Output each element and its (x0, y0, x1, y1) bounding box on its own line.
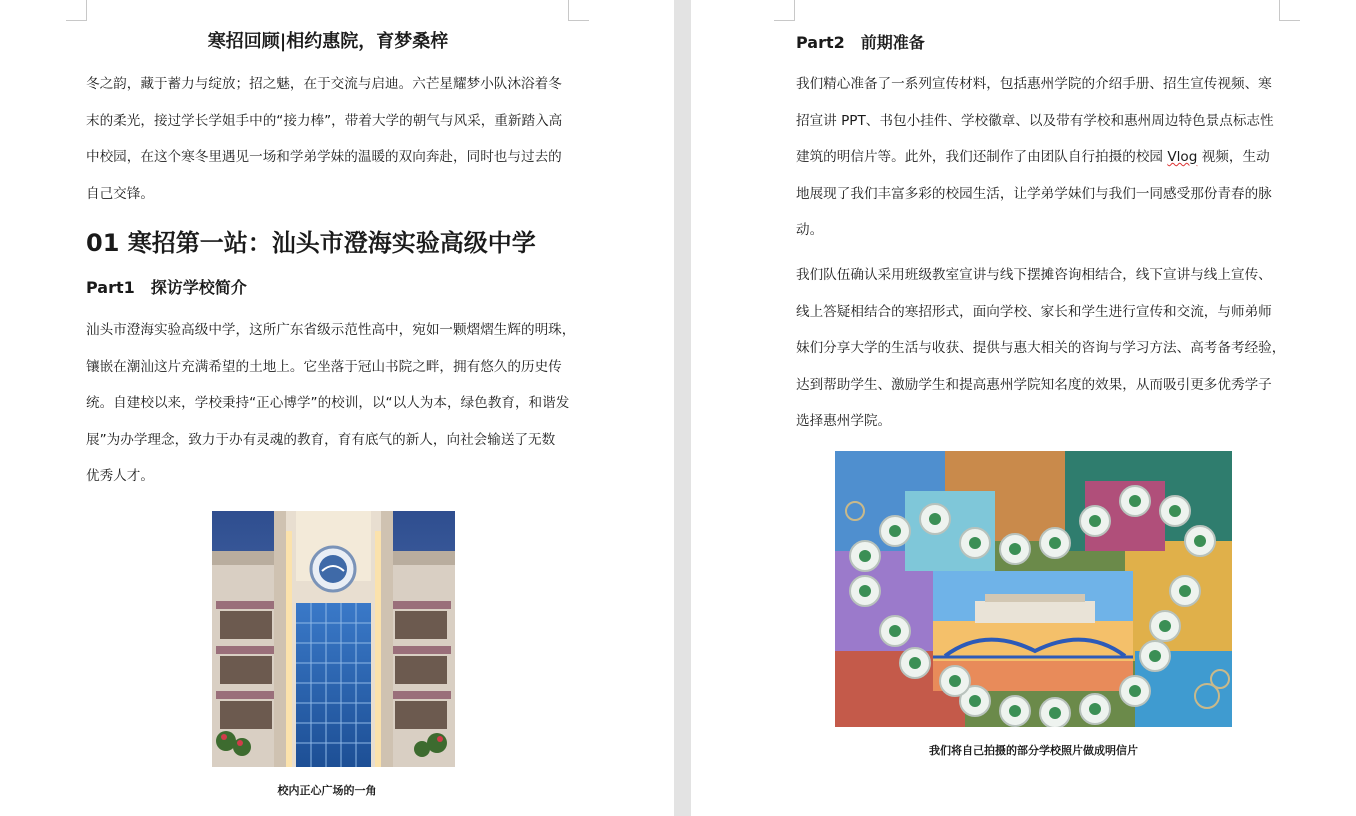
paragraph-line: 末的柔光，接过学长学姐手中的“接力棒”，带着大学的朝气与风采，重新踏入高 (86, 112, 563, 129)
image-caption: 校内正心广场的一角 (277, 784, 377, 797)
margin-corner-mark (1279, 0, 1300, 21)
spellcheck-flagged-word[interactable]: Vlog (1167, 149, 1198, 165)
document-page-left (0, 0, 674, 816)
paragraph-line: 自己交锋。 (86, 185, 154, 202)
preparation-paragraph (796, 66, 1274, 249)
document-page-right (691, 0, 1356, 816)
paragraph-line: 中校园，在这个寒冬里遇见一场和学弟学妹的温暖的双向奔赴，同时也与过去的 (86, 149, 562, 165)
paragraph-line: 妹们分享大学的生活与收获、提供与惠大相关的咨询与学习方法、高考备考经验， (796, 340, 1286, 356)
paragraph-line: 选择惠州学院。 (796, 413, 892, 429)
paragraph-line: 展”为办学理念，致力于办有灵魂的教育，育有底气的新人，向社会输送了无数 (86, 431, 556, 448)
paragraph-line: 优秀人才。 (86, 468, 154, 484)
section-heading: 01 寒招第一站：汕头市澄海实验高级中学 (86, 229, 536, 257)
paragraph-line (796, 139, 1274, 176)
paragraph-line: 统。自建校以来，学校秉持“正心博学”的校训，以“以人为本，绿色教育，和谐发 (86, 395, 570, 411)
margin-corner-mark (66, 0, 87, 21)
paragraph-line: 我们队伍确认采用班级教室宣讲与线下摆摊咨询相结合，线下宣讲与线上宣传、 (796, 267, 1272, 283)
text-run: 建筑的明信片等。此外，我们还制作了由团队自行拍摄的校园 (796, 149, 1168, 165)
format-paragraph (796, 257, 1285, 440)
paragraph-line: 汕头市澄海实验高级中学，这所广东省级示范性高中，宛如一颗熠熠生辉的明珠， (86, 322, 576, 338)
intro-paragraph (86, 66, 562, 212)
paragraph-line: 冬之韵，藏于蓄力与绽放；招之魅，在于交流与启迪。六芒星耀梦小队沐浴着冬 (86, 76, 562, 92)
paragraph-line: 动。 (796, 222, 824, 238)
school-building-photo (212, 511, 455, 767)
paragraph-line: 招宣讲 PPT、书包小挂件、学校徽章、以及带有学校和惠州周边特色景点标志性 (796, 112, 1274, 129)
postcards-keychains-photo (835, 451, 1232, 727)
part-heading: Part2 前期准备 (796, 33, 925, 52)
text-run: 视频，生动 (1197, 149, 1270, 165)
margin-corner-mark (568, 0, 589, 21)
image-caption: 我们将自己拍摄的部分学校照片做成明信片 (929, 744, 1138, 757)
paragraph-line: 线上答疑相结合的寒招形式，面向学校、家长和学生进行宣传和交流，与师弟师 (796, 303, 1272, 320)
paragraph-line: 地展现了我们丰富多彩的校园生活，让学弟学妹们与我们一同感受那份青春的脉 (796, 185, 1272, 202)
document-title: 寒招回顾|相约惠院，育梦桑梓 (207, 31, 449, 52)
part-heading: Part1 探访学校简介 (86, 278, 247, 297)
paragraph-line: 达到帮助学生、激励学生和提高惠州学院知名度的效果，从而吸引更多优秀学子 (796, 376, 1272, 393)
paragraph-line: 我们精心准备了一系列宣传材料，包括惠州学院的介绍手册、招生宣传视频、寒 (796, 76, 1272, 92)
school-paragraph (86, 312, 575, 495)
paragraph-line: 镶嵌在潮汕这片充满希望的土地上。它坐落于冠山书院之畔，拥有悠久的历史传 (86, 358, 562, 375)
margin-corner-mark (774, 0, 795, 21)
